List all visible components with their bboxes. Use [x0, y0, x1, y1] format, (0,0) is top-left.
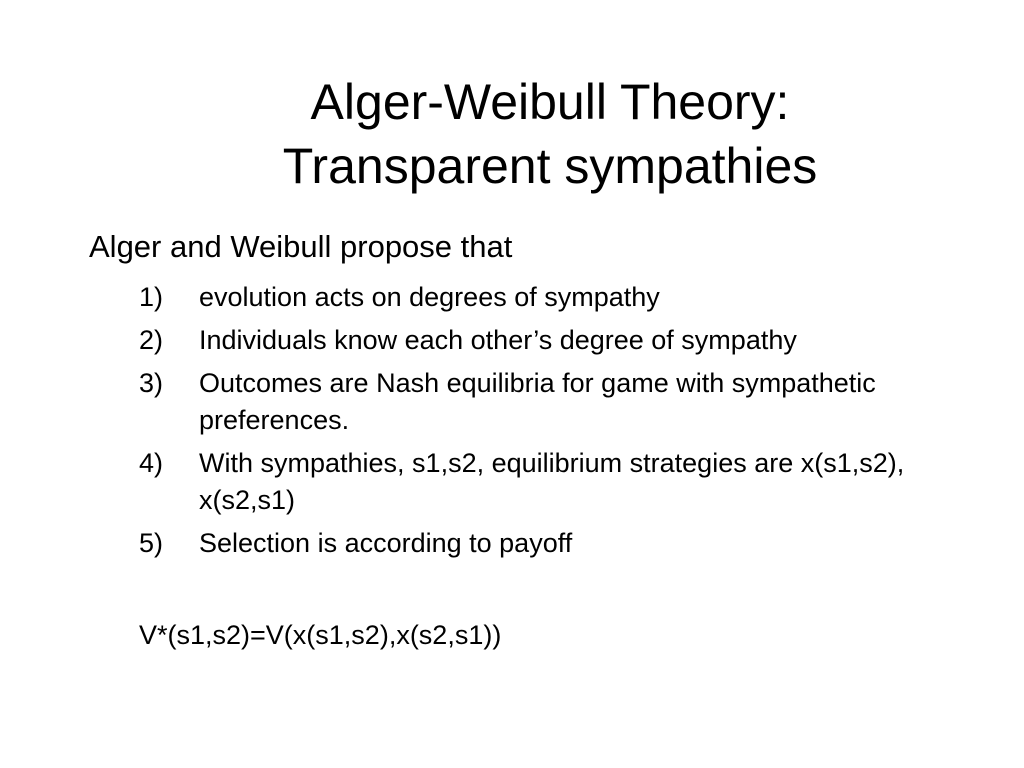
title-line-1: Alger-Weibull Theory:: [310, 74, 790, 130]
payoff-formula: V*(s1,s2)=V(x(s1,s2),x(s2,s1)): [139, 620, 502, 650]
list-item-number: 3): [139, 368, 164, 398]
numbered-list: [139, 279, 919, 568]
list-item-text: Individuals know each other’s degree of sympathy: [199, 325, 797, 355]
list-item: [139, 279, 919, 316]
list-item-text: Outcomes are Nash equilibria for game with sympathetic preferences.: [199, 368, 876, 435]
intro-text: Alger and Weibull propose that: [89, 229, 513, 264]
slide-title: [120, 70, 980, 198]
list-item-number: 2): [139, 325, 164, 355]
list-item: [139, 525, 919, 562]
list-item: [139, 365, 919, 439]
list-item-text: Selection is according to payoff: [199, 528, 573, 558]
title-line-2: Transparent sympathies: [282, 138, 818, 194]
list-item: [139, 445, 919, 519]
list-item-number: 5): [139, 528, 164, 558]
list-item-number: 1): [139, 282, 164, 312]
list-item-text: evolution acts on degrees of sympathy: [199, 282, 660, 312]
list-item-text: With sympathies, s1,s2, equilibrium strategies are x(s1,s2), x(s2,s1): [199, 448, 905, 515]
list-item-number: 4): [139, 448, 164, 478]
list-item: [139, 322, 919, 359]
